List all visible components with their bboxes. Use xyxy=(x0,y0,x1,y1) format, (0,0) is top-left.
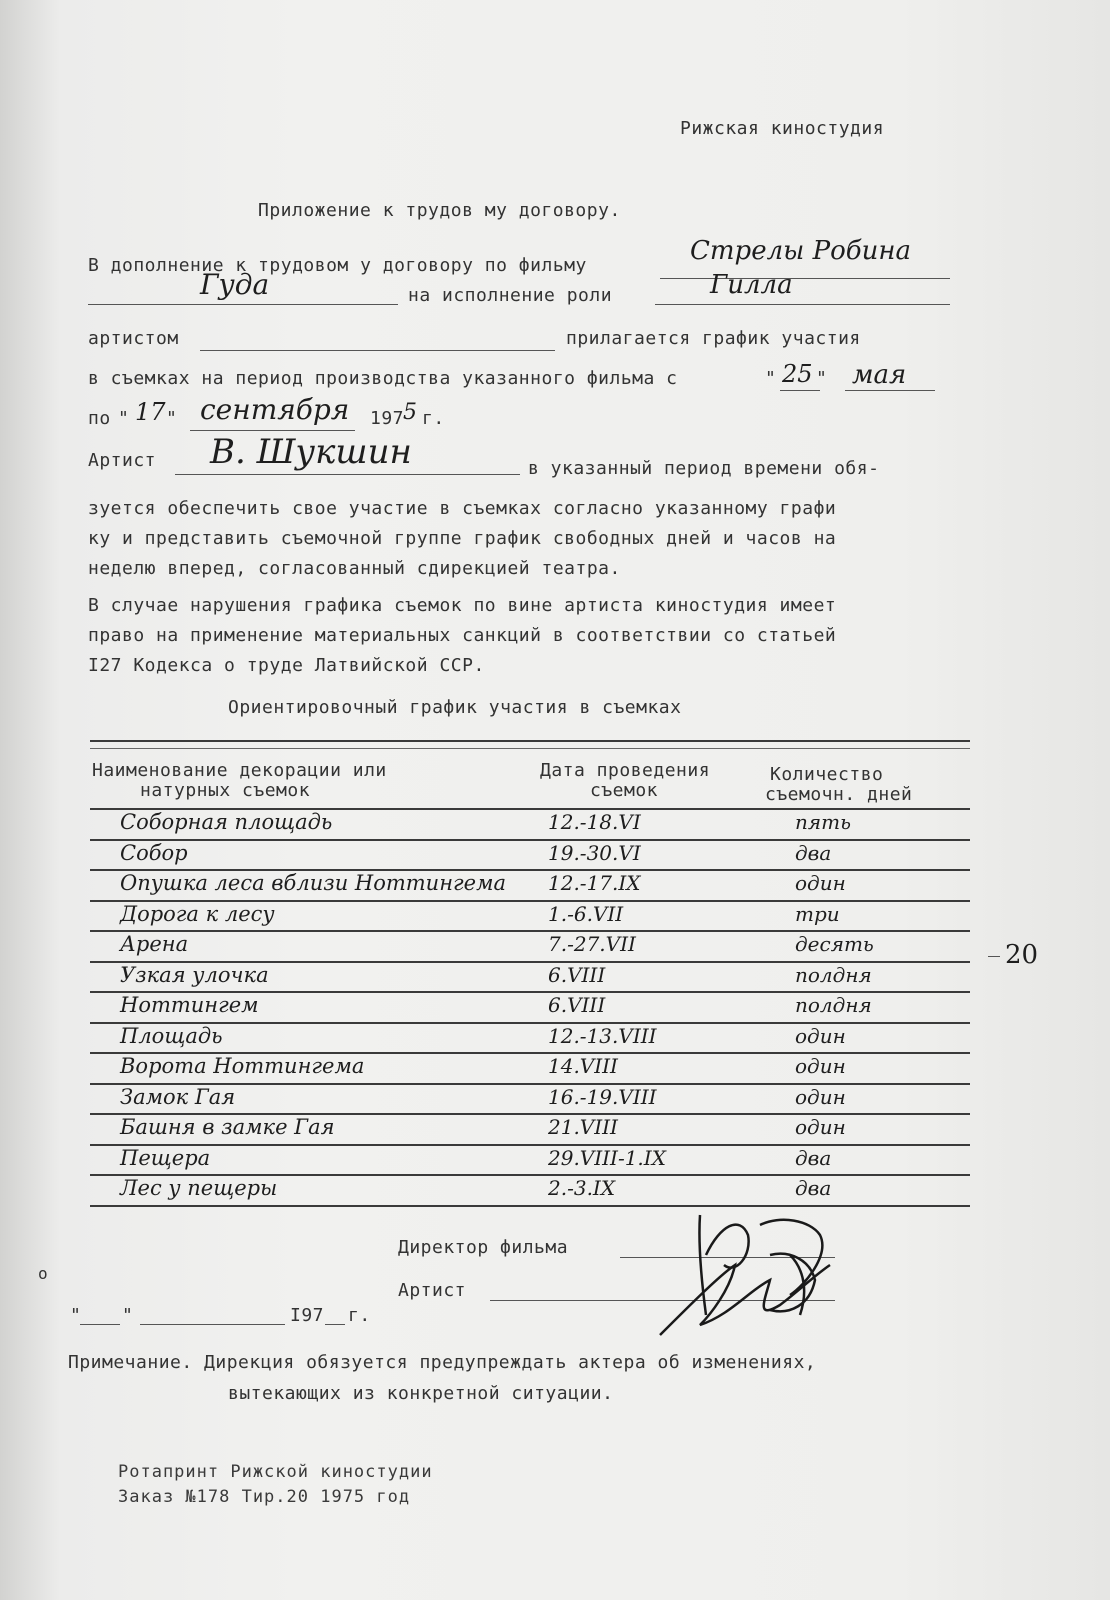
date-month-line xyxy=(140,1324,285,1325)
film-title-handwritten-2: Гуда xyxy=(200,268,270,301)
violation-line-1: В случае нарушения графика съемок по вине артиста киностудия имеет xyxy=(88,595,837,616)
footer-line-1: Ротапринт Рижской киностудии xyxy=(118,1462,433,1482)
date-day-line xyxy=(80,1324,120,1325)
row-place: Соборная площадь xyxy=(120,810,333,834)
row-days: один xyxy=(795,1084,846,1109)
row-dates: 14.VIII xyxy=(548,1054,618,1078)
row-days: один xyxy=(795,871,846,895)
document-title: Приложение к трудов му договору. xyxy=(258,200,621,221)
from-day-line xyxy=(780,390,820,391)
col1-header-line2: натурных съемок xyxy=(140,780,311,801)
row-days: один xyxy=(795,1023,846,1048)
col2-header-line2: съемок xyxy=(590,780,659,801)
signature-scribbles xyxy=(640,1195,850,1355)
row-days: два xyxy=(795,1145,832,1170)
row-dates: 1.-6.VII xyxy=(548,901,624,926)
row-dates: 6.VIII xyxy=(548,962,606,987)
from-day-handwritten: 25 xyxy=(782,360,813,388)
artist-name-line xyxy=(175,474,520,475)
to-day-handwritten: 17 xyxy=(135,398,166,426)
shoot-period-text: в съемках на период производства указанного фильма с xyxy=(88,368,678,389)
to-word: по xyxy=(88,408,111,429)
to-month-handwritten: сентября xyxy=(200,393,350,426)
year-prefix: 197 xyxy=(370,408,405,429)
row-dates: 2.-3.IX xyxy=(548,1176,616,1200)
film-title-line xyxy=(660,278,950,279)
date-quote-open: " xyxy=(70,1305,82,1326)
row-place: Арена xyxy=(120,932,189,956)
row-place: Башня в замке Гая xyxy=(120,1115,335,1139)
row-dates: 7.-27.VII xyxy=(548,932,636,956)
artist-line xyxy=(200,350,555,351)
director-label: Директор фильма xyxy=(398,1237,569,1258)
hole-mark: o xyxy=(38,1264,49,1283)
row-rule xyxy=(90,839,970,841)
row-days: пять xyxy=(795,810,851,834)
row-days: десять xyxy=(795,932,874,956)
obligation-line-3: ку и представить съемочной группе график свободных дней и часов на xyxy=(88,528,837,549)
note-line-2: вытекающих из конкретной ситуации. xyxy=(228,1383,614,1404)
row-days: полдня xyxy=(795,962,872,987)
row-days: полдня xyxy=(795,993,872,1017)
row-place: Замок Гая xyxy=(120,1084,236,1109)
schedule-heading: Ориентировочный график участия в съемках xyxy=(228,697,682,718)
row-place: Дорога к лесу xyxy=(120,901,275,926)
date-quote-close: " xyxy=(122,1305,134,1326)
year-handwritten: 5 xyxy=(403,400,417,425)
from-month-handwritten: мая xyxy=(852,360,907,390)
col1-header-line1: Наименование декорации или xyxy=(92,760,387,781)
film-title-line-2 xyxy=(88,304,398,305)
col3-header-line1: Количество xyxy=(770,764,884,785)
row-place: Лес у пещеры xyxy=(120,1176,278,1200)
row-place: Ноттингем xyxy=(120,993,259,1017)
row-place: Площадь xyxy=(120,1023,223,1048)
quote-mark: " xyxy=(118,408,130,429)
obligation-line-1: в указанный период времени обя- xyxy=(528,458,880,479)
from-month-line xyxy=(845,390,935,391)
violation-line-3: I27 Кодекса о труде Латвийской ССР. xyxy=(88,655,485,676)
row-place: Ворота Ноттингема xyxy=(120,1054,365,1078)
row-dates: 29.VIII-1.IX xyxy=(548,1145,666,1170)
row-dates: 16.-19.VIII xyxy=(548,1084,657,1109)
row-dates: 6.VIII xyxy=(548,993,606,1017)
row-days: один xyxy=(795,1115,846,1139)
artist-word: артистом xyxy=(88,328,179,349)
quote-mark: " xyxy=(816,368,828,389)
quote-mark: " xyxy=(765,368,777,389)
violation-line-2: право на применение материальных санкций в соответствии со статьей xyxy=(88,625,837,646)
row-dates: 19.-30.VI xyxy=(548,840,641,865)
date-year: I97 xyxy=(290,1305,325,1326)
row-days: два xyxy=(795,1176,832,1200)
row-place: Узкая улочка xyxy=(120,962,269,987)
row-days: три xyxy=(795,901,840,926)
obligation-line-4: неделю вперед, согласованный сдирекцией театра. xyxy=(88,558,621,579)
role-handwritten: Гилла xyxy=(710,270,793,300)
col2-header-line1: Дата проведения xyxy=(540,760,711,781)
row-dates: 12.-17.IX xyxy=(548,871,641,895)
obligation-line-2: зуется обеспечить свое участие в съемках согласно указанному графи xyxy=(88,498,837,519)
row-days: два xyxy=(795,840,832,865)
row-place: Собор xyxy=(120,840,188,865)
studio-name: Рижская киностудия xyxy=(680,118,885,139)
row-place: Пещера xyxy=(120,1145,211,1170)
role-prefix: на исполнение роли xyxy=(408,285,613,306)
row-days: один xyxy=(795,1054,846,1078)
date-year-suffix: г. xyxy=(348,1305,371,1326)
role-line xyxy=(655,304,950,305)
col3-header-line2: съемочн. дней xyxy=(765,784,913,805)
table-top-rule xyxy=(90,740,970,742)
graph-attached-text: прилагается график участия xyxy=(566,328,861,349)
to-month-line xyxy=(190,430,355,431)
row-rule xyxy=(90,1144,970,1146)
artist-sign-label: Артист xyxy=(398,1280,467,1301)
artist-label: Артист xyxy=(88,450,157,471)
margin-dash xyxy=(988,956,1000,957)
artist-name-handwritten: В. Шукшин xyxy=(210,432,412,472)
date-year-line xyxy=(325,1324,345,1325)
row-place: Опушка леса вблизи Ноттингема xyxy=(120,871,507,895)
contract-supplement-text: В дополнение к трудовом у договору по фильму xyxy=(88,255,587,276)
row-dates: 21.VIII xyxy=(548,1115,618,1139)
film-title-handwritten-1: Стрелы Робина xyxy=(690,236,911,266)
quote-mark: " xyxy=(166,408,178,429)
margin-note: 20 xyxy=(1005,940,1039,970)
row-dates: 12.-18.VI xyxy=(548,810,641,834)
year-suffix: г. xyxy=(422,408,445,429)
note-line-1: Примечание. Дирекция обязуется предупреждать актера об изменениях, xyxy=(68,1352,817,1373)
row-dates: 12.-13.VIII xyxy=(548,1023,657,1048)
footer-line-2: Заказ №178 Тир.20 1975 год xyxy=(118,1487,411,1507)
table-top-rule-2 xyxy=(90,748,970,749)
